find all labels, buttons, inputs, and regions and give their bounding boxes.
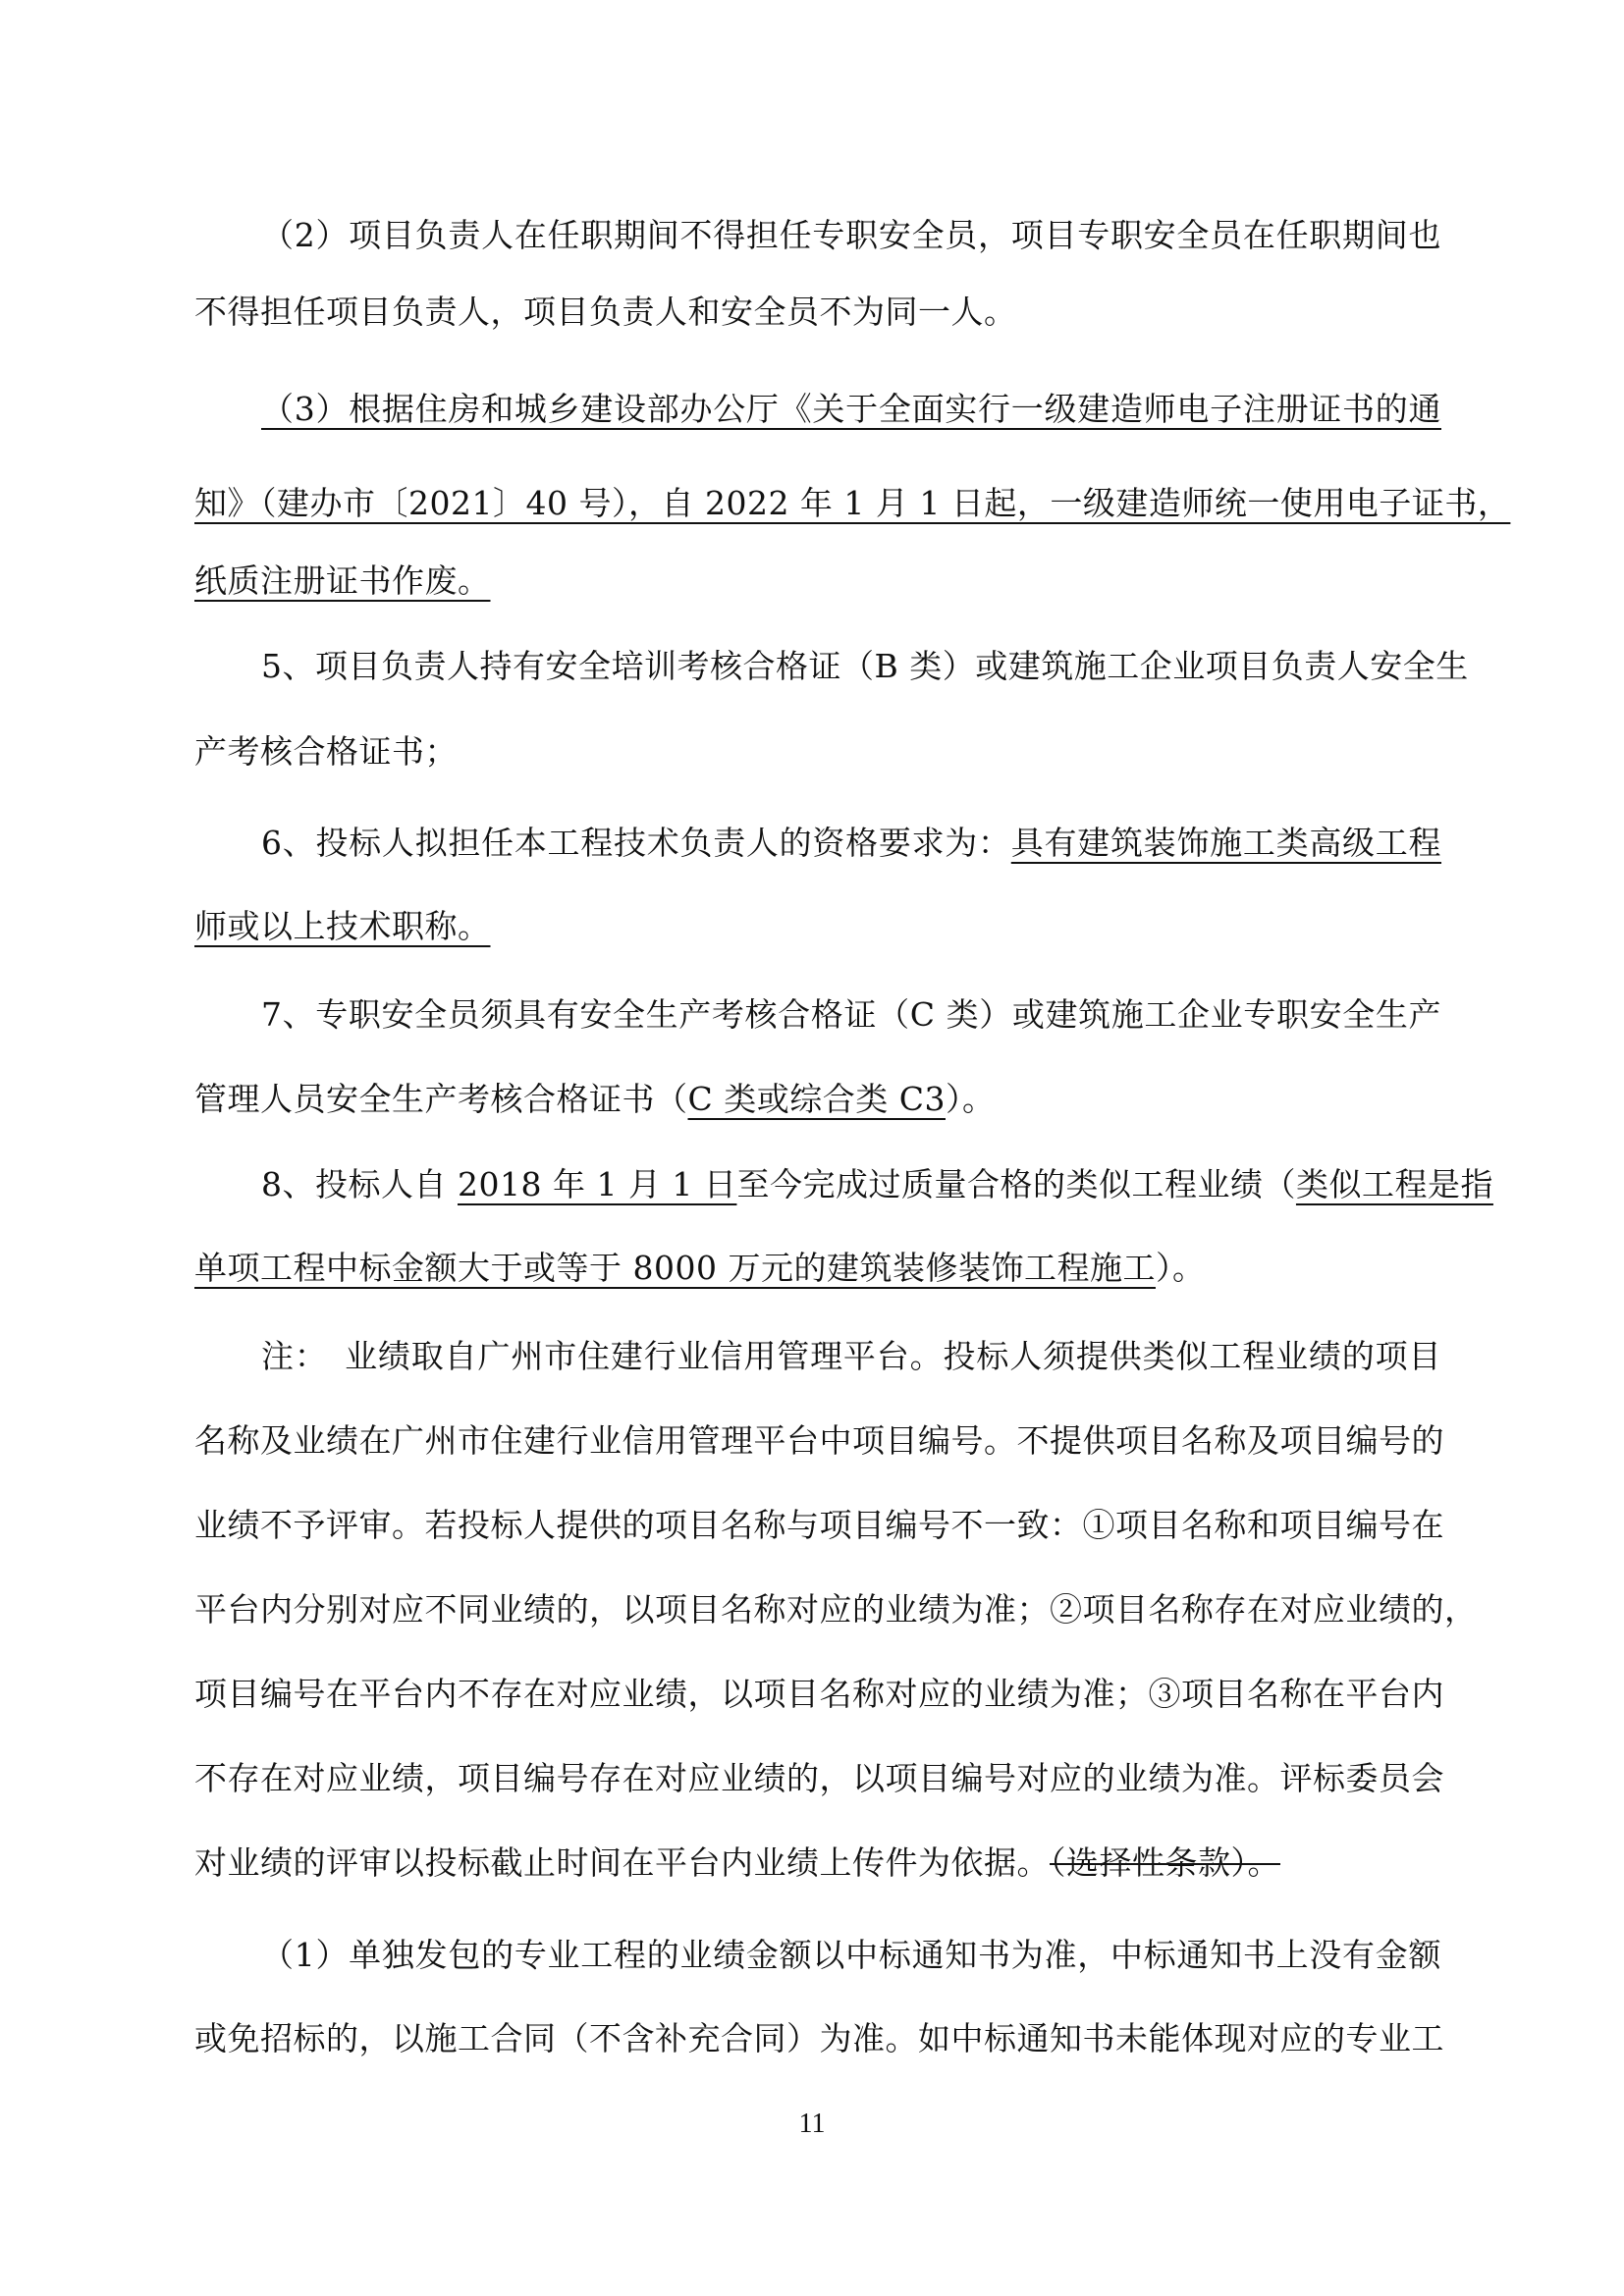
- paragraph-line: 不存在对应业绩，项目编号存在对应业绩的，以项目编号对应的业绩为准。评标委员会: [194, 1759, 1444, 1797]
- underlined-text: 类似工程是指: [1295, 1165, 1493, 1203]
- paragraph-line: 名称及业绩在广州市住建行业信用管理平台中项目编号。不提供项目名称及项目编号的: [194, 1421, 1444, 1460]
- underlined-text: 纸质注册证书作废。: [194, 561, 491, 600]
- underlined-text: 知》（建办市〔2021〕40 号），自 2022 年 1 月 1 日起，一级建造师统一使用电子证书，: [194, 484, 1511, 522]
- paragraph-line: 5、项目负责人持有安全培训考核合格证（B 类）或建筑施工企业项目负责人安全生: [261, 647, 1469, 685]
- text-span: 管理人员安全生产考核合格证书（: [194, 1080, 688, 1118]
- paragraph-line: [194, 560, 1441, 603]
- paragraph-line: [261, 1163, 1493, 1206]
- underlined-text: 2018 年 1 月 1 日: [458, 1165, 737, 1203]
- paragraph-line: [194, 1078, 1441, 1121]
- paragraph-line: 不得担任项目负责人，项目负责人和安全员不为同一人。: [194, 293, 1017, 331]
- paragraph-line: [194, 1247, 1441, 1290]
- paragraph-line: [261, 822, 1441, 865]
- paragraph-line: （2）项目负责人在任职期间不得担任专职安全员，项目专职安全员在任职期间也: [261, 216, 1441, 254]
- paragraph-line: 注： 业绩取自广州市住建行业信用管理平台。投标人须提供类似工程业绩的项目: [261, 1337, 1441, 1375]
- paragraph-line: 项目编号在平台内不存在对应业绩，以项目名称对应的业绩为准；③项目名称在平台内: [194, 1675, 1444, 1713]
- paragraph-line: 产考核合格证书；: [194, 732, 458, 771]
- paragraph-line: [194, 1842, 1441, 1885]
- strikethrough-text: （选择性条款）。: [1050, 1843, 1280, 1882]
- page-number: 11: [798, 2109, 826, 2139]
- underlined-text: 单项工程中标金额大于或等于 8000 万元的建筑装修装饰工程施工: [194, 1249, 1156, 1287]
- paragraph-line: 平台内分别对应不同业绩的，以项目名称对应的业绩为准；②项目名称存在对应业绩的，: [194, 1590, 1478, 1629]
- paragraph-line: 业绩不予评审。若投标人提供的项目名称与项目编号不一致：①项目名称和项目编号在: [194, 1506, 1444, 1544]
- paragraph-line: [261, 388, 1441, 431]
- underlined-text: （3）根据住房和城乡建设部办公厅《关于全面实行一级建造师电子注册证书的通: [261, 390, 1441, 428]
- text-span: 对业绩的评审以投标截止时间在平台内业绩上传件为依据。: [194, 1843, 1050, 1882]
- text-span: 6、投标人拟担任本工程技术负责人的资格要求为：: [261, 824, 1011, 862]
- text-span: 至今完成过质量合格的类似工程业绩（: [736, 1165, 1296, 1203]
- underlined-text: 具有建筑装饰施工类高级工程: [1010, 824, 1442, 862]
- text-span: ）。: [945, 1080, 996, 1118]
- paragraph-line: 或免招标的，以施工合同（不含补充合同）为准。如中标通知书未能体现对应的专业工: [194, 2019, 1444, 2057]
- paragraph-line: （1）单独发包的专业工程的业绩金额以中标通知书为准，中标通知书上没有金额: [261, 1936, 1441, 1974]
- underlined-text: C 类或综合类 C3: [687, 1080, 946, 1118]
- text-span: ）。: [1155, 1249, 1206, 1287]
- paragraph-line: [194, 905, 1441, 948]
- text-span: 8、投标人自: [261, 1165, 458, 1203]
- paragraph-line: [194, 482, 1511, 525]
- underlined-text: 师或以上技术职称。: [194, 907, 491, 945]
- paragraph-line: 7、专职安全员须具有安全生产考核合格证（C 类）或建筑施工企业专职安全生产: [261, 995, 1441, 1034]
